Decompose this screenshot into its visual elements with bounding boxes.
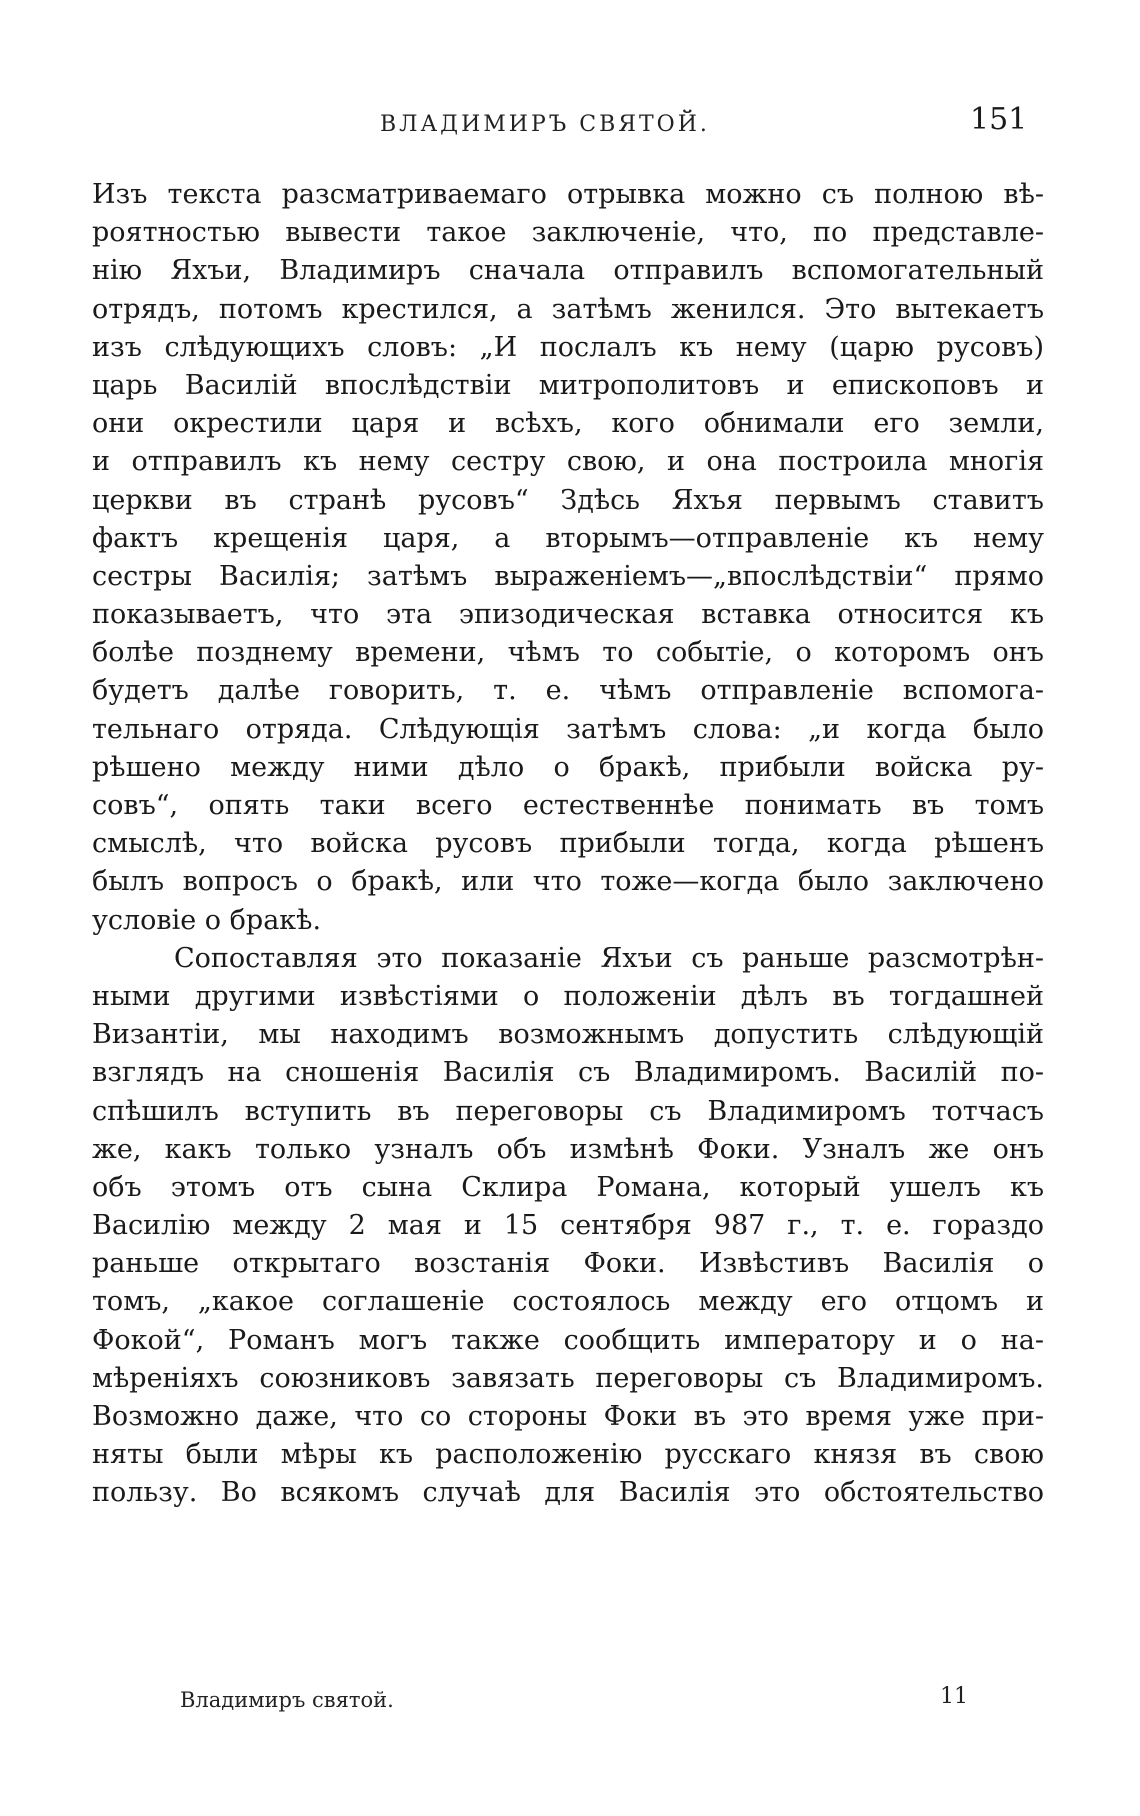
text-line: Изъ текста разсматриваемаго отрывка можно съ полною вѣ- — [92, 179, 1044, 210]
text-line: они окрестили царя и всѣхъ, кого обнимали его земли, — [92, 408, 1044, 440]
text-line: церкви въ странѣ русовъ“ Здѣсь Яхъя первымъ ставитъ — [92, 484, 1044, 516]
signature-mark: Владимиръ святой. — [180, 1688, 394, 1712]
text-line: и отправилъ къ нему сестру свою, и она построила многія — [92, 446, 1044, 478]
paragraph-2 — [92, 940, 1044, 1513]
text-line: нію Яхъи, Владимиръ сначала отправилъ вспомогательный — [92, 255, 1044, 287]
text-line: царь Василій впослѣдствіи митрополитовъ и епископовъ и — [92, 369, 1044, 401]
text-line: пользу. Во всякомъ случаѣ для Василія это обстоятельство — [92, 1477, 1044, 1509]
text-line: рѣшено между ними дѣло о бракѣ, прибыли войска ру- — [92, 751, 1044, 783]
text-line: изъ слѣдующихъ словъ: „И послалъ къ нему (царю русовъ) — [92, 331, 1044, 363]
text-line: Василію между 2 мая и 15 сентября 987 г., т. е. гораздо — [92, 1210, 1044, 1242]
text-line: Сопоставляя это показаніе Яхъи съ раньше разсмотрѣн- — [174, 942, 1044, 974]
text-line: совъ“, опять таки всего естественнѣе понимать въ томъ — [92, 790, 1044, 821]
text-line: Фокой“, Романъ могъ также сообщить императору и о на- — [92, 1324, 1044, 1356]
text-line: спѣшилъ вступить въ переговоры съ Владимиромъ тотчасъ — [92, 1095, 1044, 1127]
text-line: няты были мѣры къ расположенію русскаго князя въ свою — [92, 1439, 1044, 1471]
text-line: фактъ крещенія царя, а вторымъ—отправленіе къ нему — [92, 522, 1044, 554]
text-line: объ этомъ отъ сына Склира Романа, который ушелъ къ — [92, 1171, 1044, 1203]
text-line: отрядъ, потомъ крестился, а затѣмъ женился. Это вытекаетъ — [92, 293, 1044, 325]
text-line: роятностью вывести такое заключеніе, что, по представле- — [92, 217, 1044, 249]
text-line: показываетъ, что эта эпизодическая вставка относится къ — [92, 599, 1044, 631]
text-line: мѣреніяхъ союзниковъ завязать переговоры съ Владимиромъ. — [92, 1362, 1044, 1394]
text-line: Византіи, мы находимъ возможнымъ допустить слѣдующій — [92, 1019, 1044, 1051]
text-line: томъ, „какое соглашеніе состоялось между его отцомъ и — [92, 1286, 1044, 1318]
body-text — [92, 176, 1044, 1513]
page-number: 151 — [970, 102, 1028, 137]
text-line: смыслѣ, что войска русовъ прибыли тогда, когда рѣшенъ — [92, 828, 1044, 860]
text-line: раньше открытаго возстанія Фоки. Извѣстивъ Василія о — [92, 1248, 1044, 1280]
text-line: болѣе позднему времени, чѣмъ то событіе, о которомъ онъ — [92, 637, 1044, 669]
text-line: будетъ далѣе говорить, т. е. чѣмъ отправленіе вспомога- — [92, 675, 1044, 707]
text-line: условіе о бракѣ. — [92, 904, 322, 936]
text-line: взглядъ на сношенія Василія съ Владимиромъ. Василій по- — [92, 1057, 1044, 1089]
paragraph-1 — [92, 176, 1044, 940]
text-line: Возможно даже, что со стороны Фоки въ это время уже при- — [92, 1401, 1044, 1432]
text-line: сестры Василія; затѣмъ выраженіемъ—„впослѣдствіи“ прямо — [92, 560, 1044, 592]
text-line: тельнаго отряда. Слѣдующія затѣмъ слова: „и когда было — [92, 713, 1044, 745]
text-line: былъ вопросъ о бракѣ, или что тоже—когда было заключено — [92, 866, 1044, 898]
text-line: ными другими извѣстіями о положеніи дѣлъ въ тогдашней — [92, 980, 1044, 1012]
text-line: же, какъ только узналъ объ измѣнѣ Фоки. Узналъ же онъ — [92, 1133, 1044, 1165]
running-title: ВЛАДИМИРЪ СВЯТОЙ. — [380, 112, 710, 137]
sheet-number: 11 — [940, 1684, 968, 1709]
